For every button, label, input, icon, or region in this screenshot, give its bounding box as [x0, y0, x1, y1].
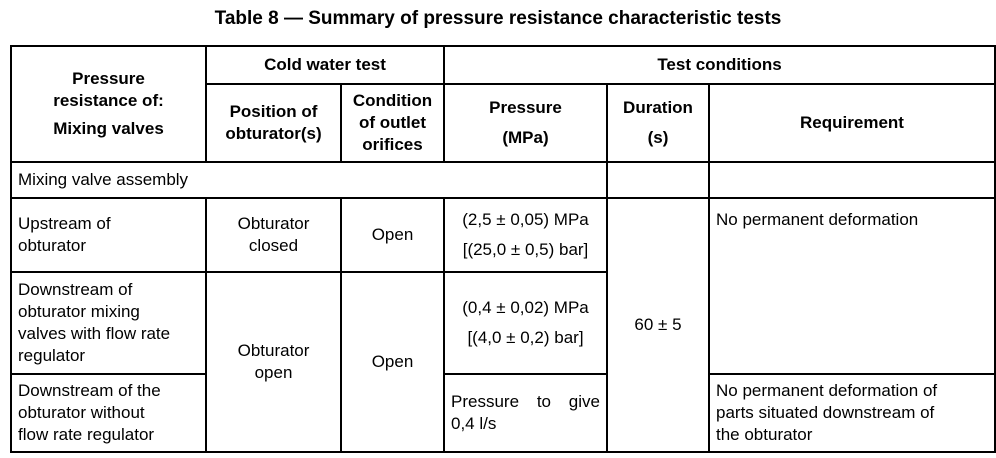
row-obturator-open-condition: Open — [341, 272, 444, 452]
row-upstream-position: Obturator closed — [206, 198, 341, 272]
row-upstream-condition: Open — [341, 198, 444, 272]
header-position-of-obturator: Position of obturator(s) — [206, 84, 341, 162]
summary-table — [10, 45, 996, 453]
header-cold-water-test: Cold water test — [206, 46, 444, 84]
requirement-no-permanent-deformation: No permanent deformation — [709, 198, 995, 374]
header-condition-of-outlet: Condition of outlet orifices — [341, 84, 444, 162]
row-downstream-without-regulator-pressure: Pressure to give 0,4 l/s — [444, 374, 607, 452]
table-row-assembly — [11, 162, 995, 198]
row-upstream-label: Upstream of obturator — [11, 198, 206, 272]
assembly-requirement-blank — [709, 162, 995, 198]
row-downstream-without-regulator-label: Downstream of the obturator without flow rate regulator — [11, 374, 206, 452]
table-row-upstream — [11, 198, 995, 272]
header-requirement: Requirement — [709, 84, 995, 162]
header-pressure-resistance: Pressure resistance of: Mixing valves — [11, 46, 206, 162]
header-pressure: Pressure (MPa) — [444, 84, 607, 162]
row-obturator-open-position: Obturator open — [206, 272, 341, 452]
row-downstream-with-regulator-label: Downstream of obturator mixing valves with flow rate regulator — [11, 272, 206, 374]
assembly-label: Mixing valve assembly — [11, 162, 607, 198]
table-row-downstream-without-regulator — [11, 374, 995, 452]
assembly-duration-blank — [607, 162, 709, 198]
row-downstream-without-regulator-requirement: No permanent deformation of parts situated downstream of the obturator — [709, 374, 995, 452]
duration-cell: 60 ± 5 — [607, 198, 709, 452]
row-downstream-with-regulator-pressure: (0,4 ± 0,02) MPa [(4,0 ± 0,2) bar] — [444, 272, 607, 374]
table-title: Table 8 — Summary of pressure resistance characteristic tests — [214, 8, 782, 29]
header-row-1 — [11, 46, 995, 84]
header-test-conditions: Test conditions — [444, 46, 995, 84]
header-duration: Duration (s) — [607, 84, 709, 162]
row-upstream-pressure: (2,5 ± 0,05) MPa [(25,0 ± 0,5) bar] — [444, 198, 607, 272]
